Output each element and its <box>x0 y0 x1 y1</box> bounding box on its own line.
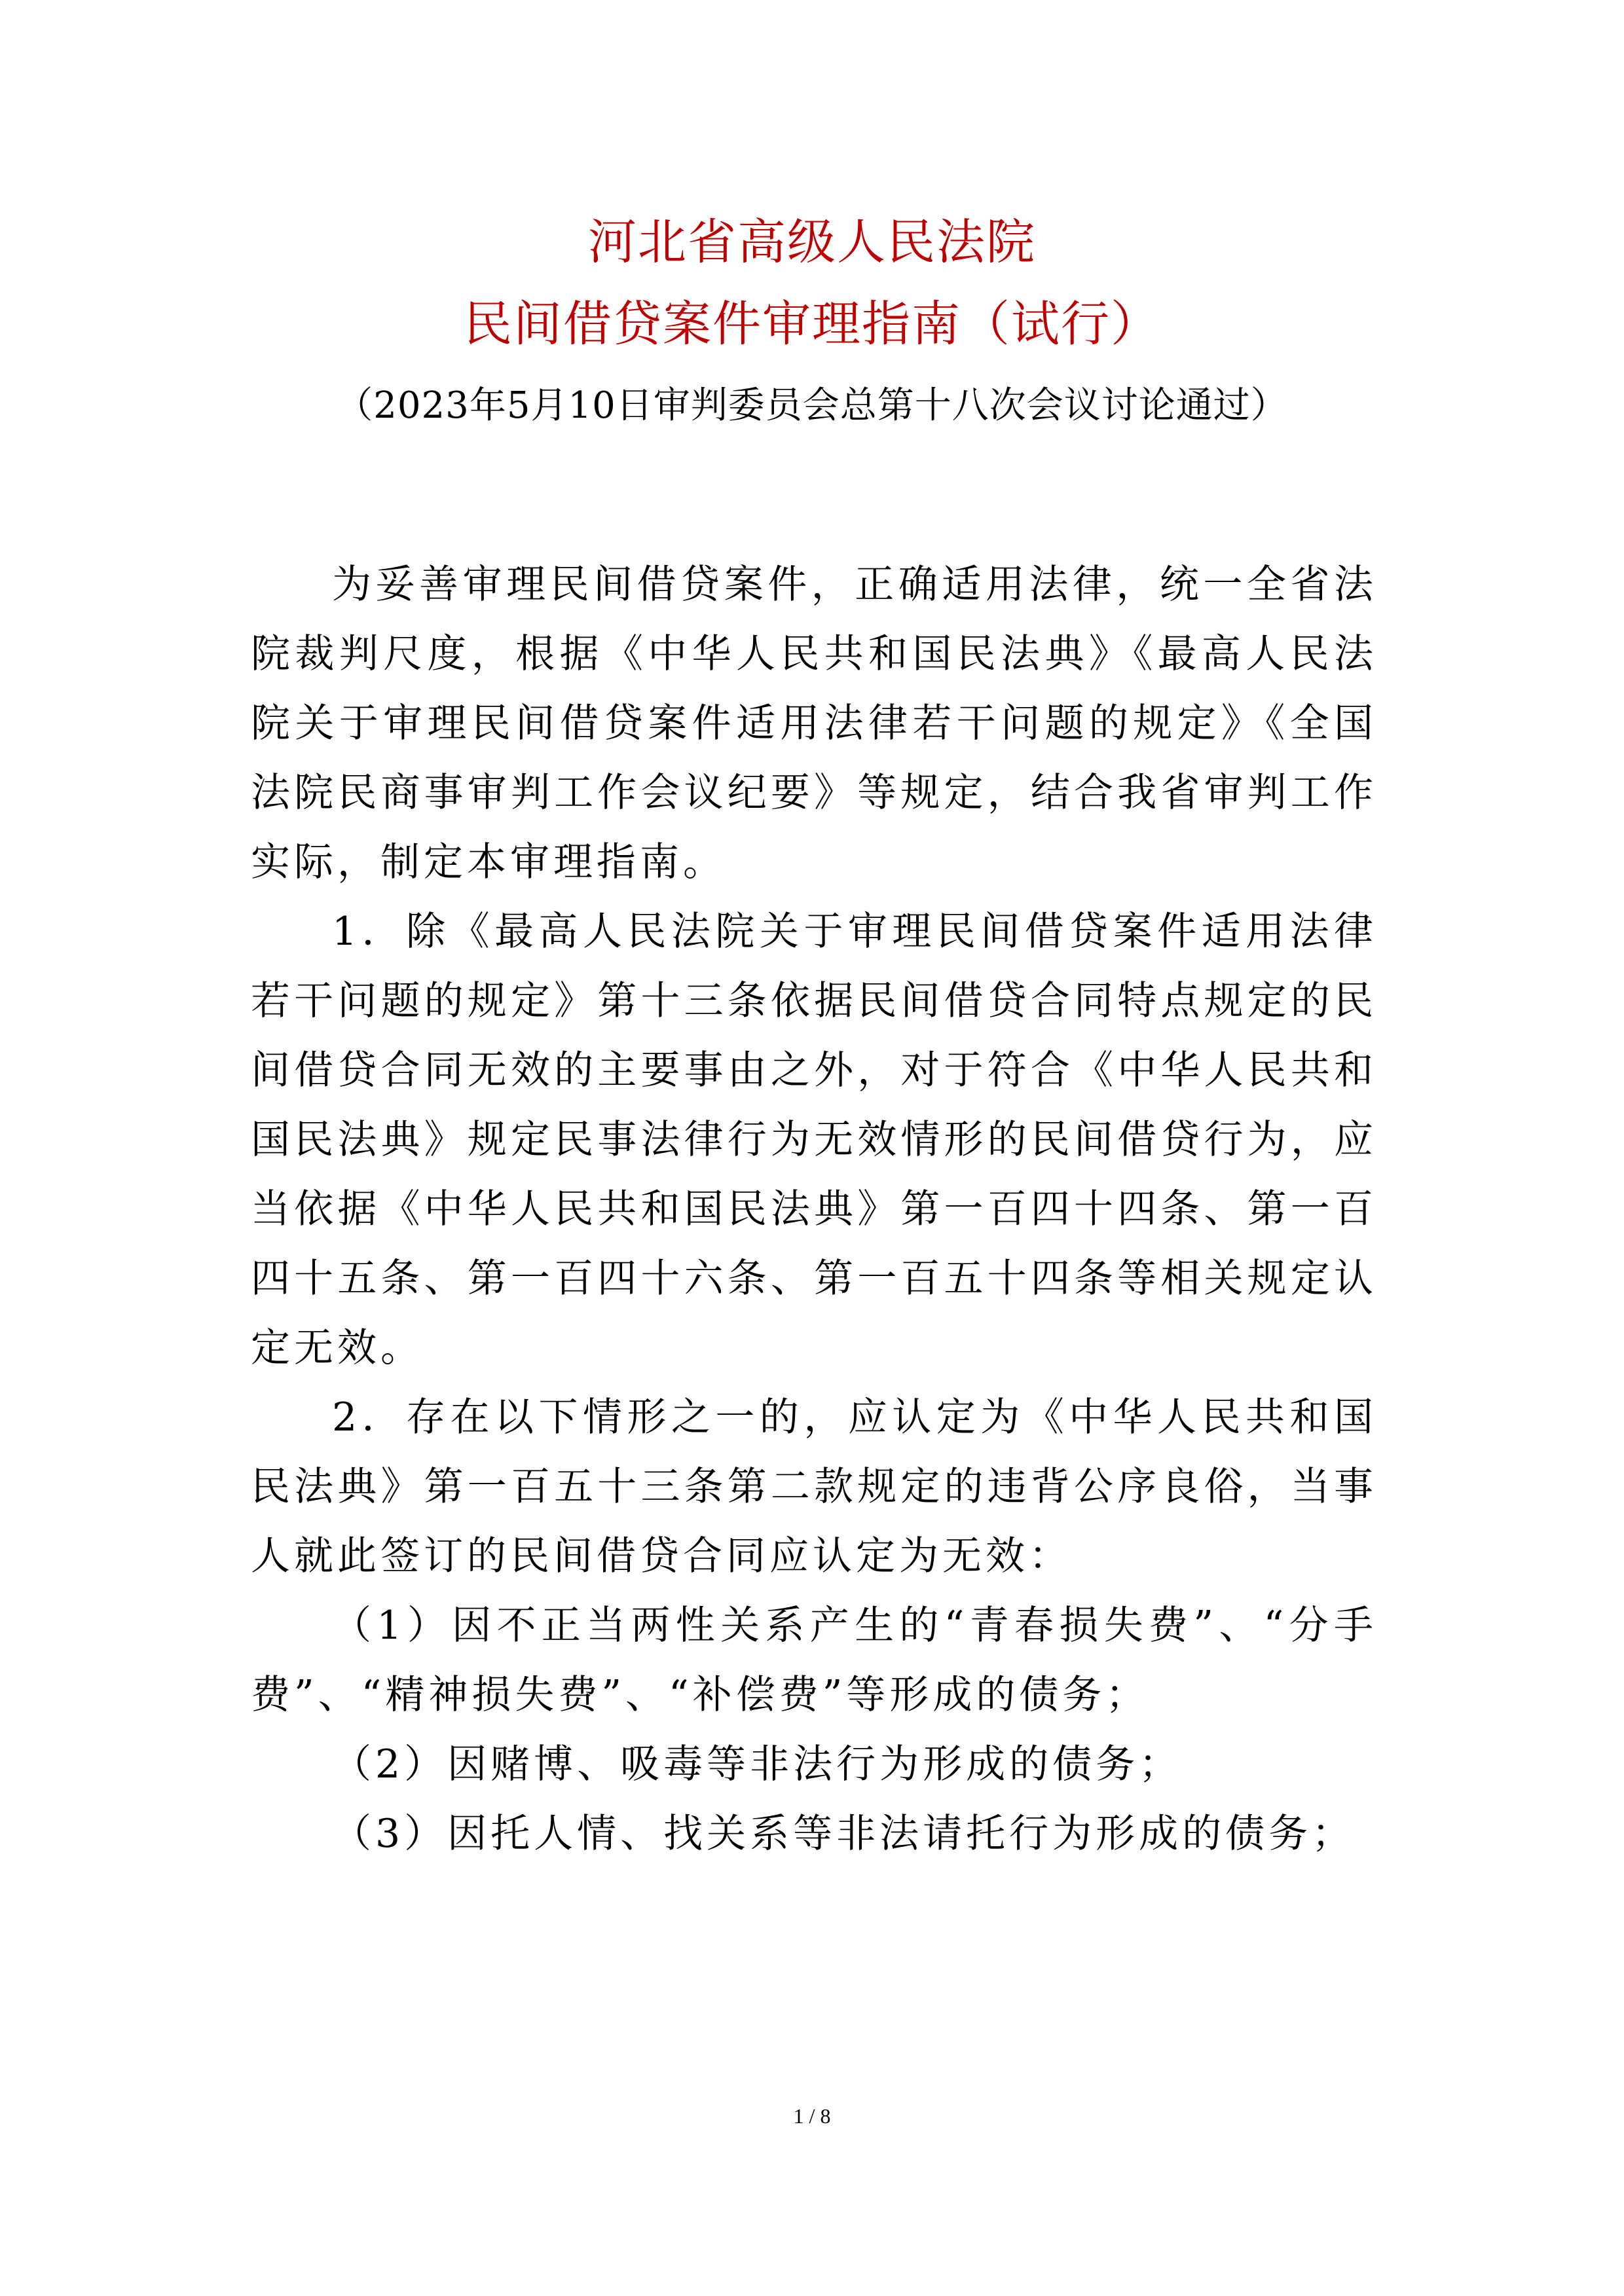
document-body <box>251 550 1377 1868</box>
article-2-paragraph: 2．存在以下情形之一的，应认定为《中华人民共和国民法典》第一百五十三条第二款规定的违背公序良俗，当事人就此签订的民间借贷合同应认定为无效： <box>251 1394 1377 1579</box>
article-2-item-2: （2）因赌博、吸毒等非法行为形成的债务； <box>332 1741 1183 1787</box>
article-2-item-3: （3）因托人情、找关系等非法请托行为形成的债务； <box>332 1811 1356 1857</box>
article-2-item-1: （1）因不正当两性关系产生的“青春损失费”、“分手费”、“精神损失费”、“补偿费”等形成的债务； <box>251 1603 1377 1718</box>
document-subtitle: （2023年5月10日审判委员会总第十八次会议讨论通过） <box>336 384 1288 427</box>
page-number: 1 / 8 <box>793 2104 831 2128</box>
document-title-line-2: 民间借贷案件审理指南（试行） <box>464 296 1160 352</box>
article-1-paragraph: 1．除《最高人民法院关于审理民间借贷案件适用法律若干问题的规定》第十三条依据民间借贷合同特点规定的民间借贷合同无效的主要事由之外，对于符合《中华人民共和国民法典》规定民事法律行为无效情形的民间借贷行为，应当依据《中华人民共和国民法典》第一百四十四条、第一百四十五条、第一百四十六条、第一百五十四条等相关规定认定无效。 <box>251 909 1377 1371</box>
document-title-line-1: 河北省高级人民法院 <box>588 214 1036 270</box>
preamble-paragraph: 为妥善审理民间借贷案件，正确适用法律，统一全省法院裁判尺度，根据《中华人民共和国民法典》《最高人民法院关于审理民间借贷案件适用法律若干问题的规定》《全国法院民商事审判工作会议纪要》等规定，结合我省审判工作实际，制定本审理指南。 <box>251 562 1377 885</box>
